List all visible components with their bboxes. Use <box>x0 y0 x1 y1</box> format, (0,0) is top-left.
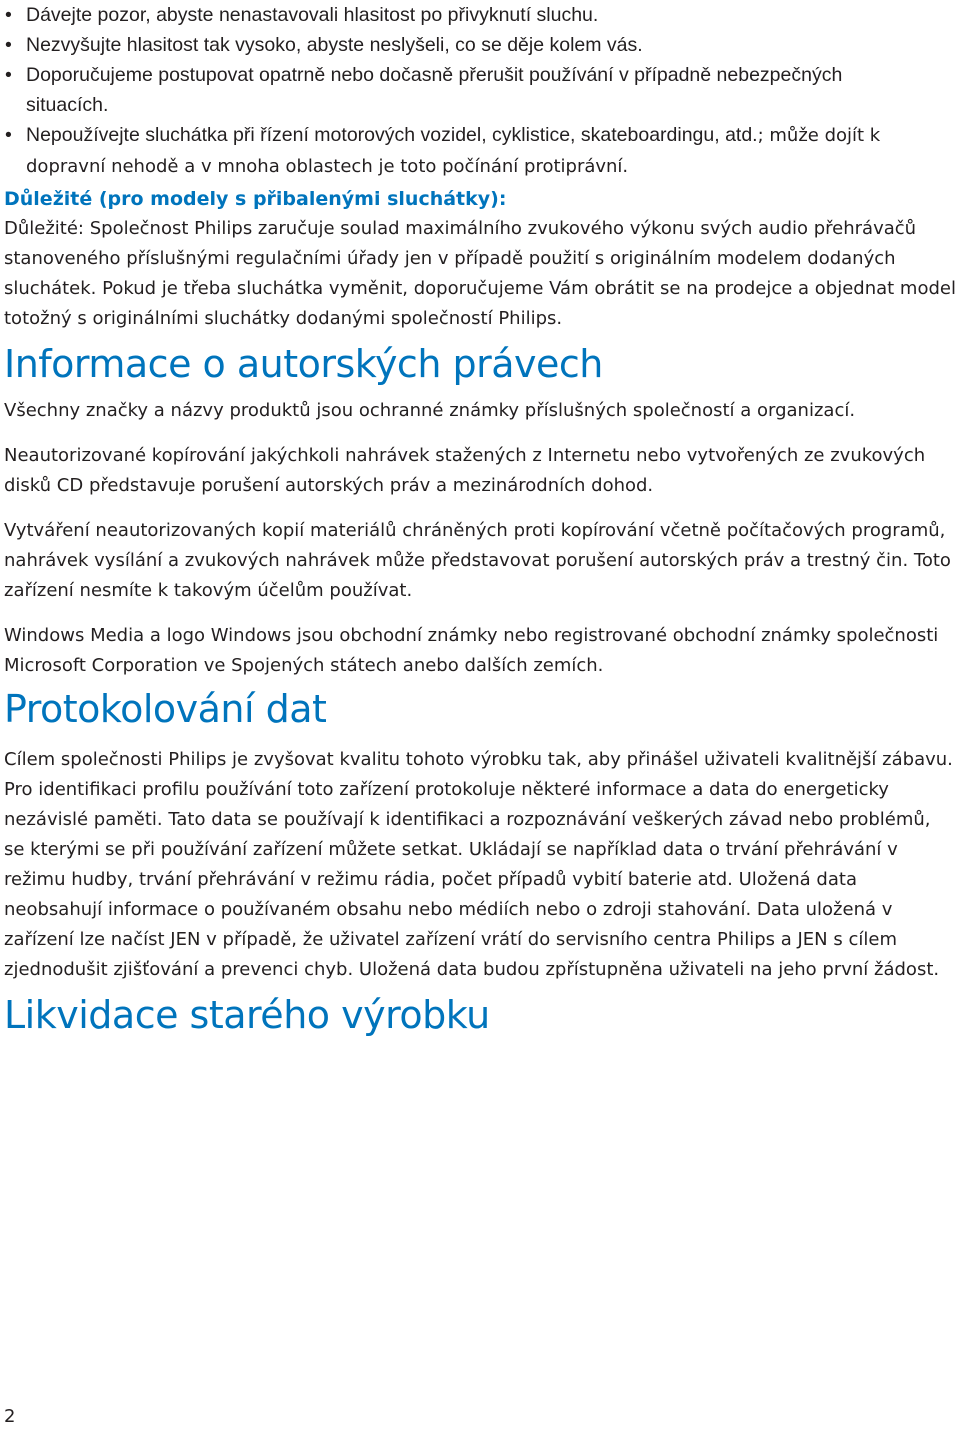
bullet-text: Nepoužívejte sluchátka při řízení motorových vozidel, cyklistice, skateboardingu, atd. <box>26 124 758 146</box>
bullet-text: Dávejte pozor, abyste nenastavovali hlasitost po přivyknutí sluchu. <box>26 4 599 26</box>
safety-bullet-list <box>4 0 956 182</box>
data-logging-heading: Protokolování dat <box>4 687 327 731</box>
disposal-heading: Likvidace starého výrobku <box>4 993 490 1037</box>
copyright-paragraph: Všechny značky a názvy produktů jsou ochranné známky příslušných společností a organizací. <box>4 400 856 421</box>
important-text: Důležité: Společnost Philips zaručuje soulad maximálního zvukového výkonu svých audio přehrávačů stanoveného příslušnými regulačními úřady jen v případě použití s originálním modelem dodaných sluchátek. Pokud je třeba sluchátka vyměnit, doporučujeme Vám obrátit se na prodejce a objednat model totožný s originálními sluchátky dodanými společností Philips. <box>4 218 956 329</box>
data-logging-text: Cílem společnosti Philips je zvyšovat kvalitu tohoto výrobku tak, aby přinášel uživateli kvalitnější zábavu. Pro identifikaci profilu používání toto zařízení protokoluje některé informace a data do energeticky nezávislé paměti. Tato data se používají k identifikaci a rozpoznávání veškerých závad nebo problémů, se kterými se při používání zařízení můžete setkat. Ukládají se například data o trvání přehrávání v režimu hudby, trvání přehrávání v režimu rádia, počet případů vybití baterie atd. Uložená data neobsahují informace o používaném obsahu nebo médiích nebo o zdroji stahování. Data uložená v zařízení lze načíst JEN v případě, že uživatel zařízení vrátí do servisního centra Philips a JEN s cílem zjednodušit zjišťování a prevenci chyb. Uložená data budou zpřístupněna uživateli na jeho první žádost. <box>4 749 953 980</box>
copyright-heading: Informace o autorských právech <box>4 342 603 386</box>
copyright-paragraph: Neautorizované kopírování jakýchkoli nahrávek stažených z Internetu nebo vytvořených ze zvukových disků CD představuje porušení autorských práv a mezinárodních dohod. <box>4 445 926 496</box>
list-item <box>4 30 956 60</box>
bullet-text: Nezvyšujte hlasitost tak vysoko, abyste neslyšeli, co se děje kolem vás. <box>26 34 643 56</box>
list-item <box>4 0 956 30</box>
copyright-paragraph: Vytváření neautorizovaných kopií materiálů chráněných proti kopírování včetně počítačových programů, nahrávek vysílání a zvukových nahrávek může představovat porušení autorských práv a trestný čin. Toto zařízení nesmíte k takovým účelům používat. <box>4 520 951 601</box>
list-item <box>4 60 856 120</box>
copyright-paragraph: Windows Media a logo Windows jsou obchodní známky nebo registrované obchodní známky společnosti Microsoft Corporation ve Spojených státech anebo dalších zemích. <box>4 625 939 676</box>
bullet-text: Doporučujeme postupovat opatrně nebo dočasně přerušit používání v případně nebezpečných situacích. <box>26 64 843 116</box>
important-heading: Důležité (pro modely s přibalenými sluchátky): <box>4 188 507 210</box>
list-item <box>4 120 956 182</box>
bullet-text-continued: ; může dojít k dopravní nehodě a v mnoha oblastech je toto počínání protiprávní. <box>26 125 881 177</box>
document-page <box>4 0 956 1039</box>
page-number: 2 <box>4 1406 16 1427</box>
